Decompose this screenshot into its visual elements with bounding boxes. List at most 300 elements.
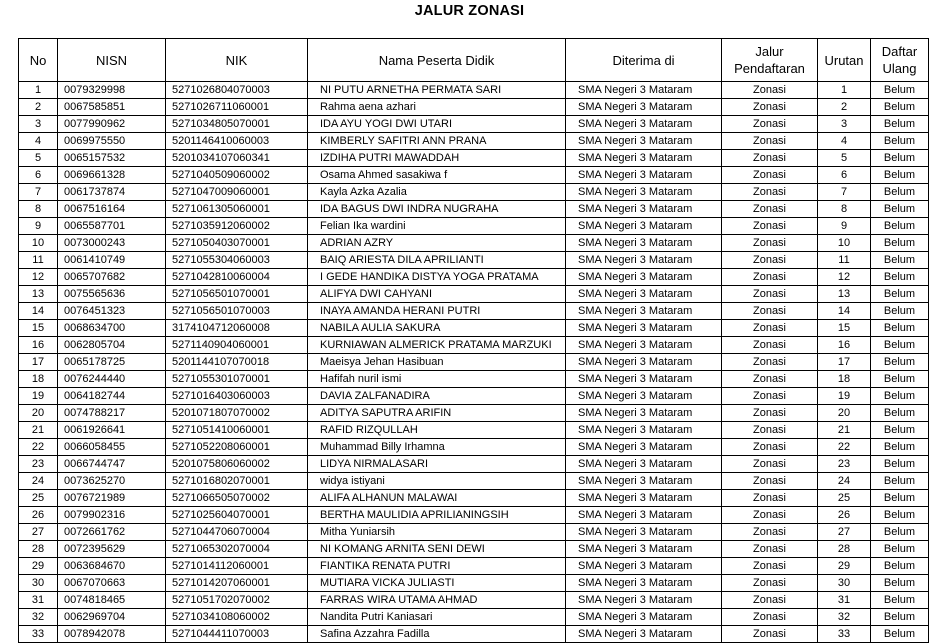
cell-no: 7 xyxy=(19,184,58,201)
cell-no: 24 xyxy=(19,473,58,490)
cell-nisn: 0075565636 xyxy=(58,286,166,303)
cell-nisn: 0066058455 xyxy=(58,439,166,456)
cell-daftar-ulang: Belum xyxy=(871,269,929,286)
cell-urutan: 31 xyxy=(818,592,871,609)
table-row xyxy=(19,592,929,609)
cell-daftar-ulang: Belum xyxy=(871,303,929,320)
cell-no: 11 xyxy=(19,252,58,269)
table-row xyxy=(19,524,929,541)
cell-nik: 5271047009060001 xyxy=(166,184,308,201)
cell-no: 6 xyxy=(19,167,58,184)
cell-urutan: 24 xyxy=(818,473,871,490)
cell-urutan: 7 xyxy=(818,184,871,201)
cell-urutan: 15 xyxy=(818,320,871,337)
cell-diterima: SMA Negeri 3 Mataram xyxy=(566,218,722,235)
table-row xyxy=(19,490,929,507)
cell-nama: I GEDE HANDIKA DISTYA YOGA PRATAMA xyxy=(308,269,566,286)
cell-diterima: SMA Negeri 3 Mataram xyxy=(566,303,722,320)
cell-nik: 5271040509060002 xyxy=(166,167,308,184)
cell-urutan: 6 xyxy=(818,167,871,184)
cell-no: 8 xyxy=(19,201,58,218)
cell-jalur: Zonasi xyxy=(722,286,818,303)
table-row xyxy=(19,507,929,524)
cell-nama: IZDIHA PUTRI MAWADDAH xyxy=(308,150,566,167)
cell-jalur: Zonasi xyxy=(722,133,818,150)
cell-nama: NI KOMANG ARNITA SENI DEWI xyxy=(308,541,566,558)
zonasi-table xyxy=(18,38,929,643)
cell-diterima: SMA Negeri 3 Mataram xyxy=(566,592,722,609)
cell-no: 21 xyxy=(19,422,58,439)
cell-diterima: SMA Negeri 3 Mataram xyxy=(566,371,722,388)
header-jalur-line1: Jalur xyxy=(755,44,784,59)
cell-daftar-ulang: Belum xyxy=(871,235,929,252)
cell-urutan: 33 xyxy=(818,626,871,643)
cell-nama: RAFID RIZQULLAH xyxy=(308,422,566,439)
cell-nisn: 0061410749 xyxy=(58,252,166,269)
cell-no: 32 xyxy=(19,609,58,626)
cell-urutan: 22 xyxy=(818,439,871,456)
table-row xyxy=(19,371,929,388)
cell-daftar-ulang: Belum xyxy=(871,320,929,337)
cell-nisn: 0078942078 xyxy=(58,626,166,643)
cell-nisn: 0074818465 xyxy=(58,592,166,609)
table-row xyxy=(19,235,929,252)
cell-daftar-ulang: Belum xyxy=(871,405,929,422)
cell-nisn: 0077990962 xyxy=(58,116,166,133)
cell-nisn: 0079902316 xyxy=(58,507,166,524)
cell-nisn: 0065157532 xyxy=(58,150,166,167)
cell-nama: NI PUTU ARNETHA PERMATA SARI xyxy=(308,82,566,99)
header-daftar-line1: Daftar xyxy=(881,44,918,59)
table-row xyxy=(19,456,929,473)
cell-nik: 5271016802070001 xyxy=(166,473,308,490)
cell-urutan: 28 xyxy=(818,541,871,558)
table-row xyxy=(19,422,929,439)
cell-nik: 5271042810060004 xyxy=(166,269,308,286)
table-body xyxy=(19,82,929,643)
cell-diterima: SMA Negeri 3 Mataram xyxy=(566,541,722,558)
cell-daftar-ulang: Belum xyxy=(871,116,929,133)
cell-jalur: Zonasi xyxy=(722,541,818,558)
cell-nama: ADRIAN AZRY xyxy=(308,235,566,252)
header-nisn: NISN xyxy=(58,39,166,82)
cell-nama: Hafifah nuril ismi xyxy=(308,371,566,388)
table-row xyxy=(19,252,929,269)
cell-jalur: Zonasi xyxy=(722,269,818,286)
cell-jalur: Zonasi xyxy=(722,371,818,388)
cell-no: 3 xyxy=(19,116,58,133)
cell-diterima: SMA Negeri 3 Mataram xyxy=(566,473,722,490)
cell-no: 5 xyxy=(19,150,58,167)
table-row xyxy=(19,286,929,303)
cell-diterima: SMA Negeri 3 Mataram xyxy=(566,320,722,337)
cell-nisn: 0067585851 xyxy=(58,99,166,116)
cell-urutan: 25 xyxy=(818,490,871,507)
cell-nisn: 0069661328 xyxy=(58,167,166,184)
header-diterima: Diterima di xyxy=(566,39,722,82)
table-row xyxy=(19,133,929,150)
cell-diterima: SMA Negeri 3 Mataram xyxy=(566,354,722,371)
cell-daftar-ulang: Belum xyxy=(871,167,929,184)
cell-nama: KIMBERLY SAFITRI ANN PRANA xyxy=(308,133,566,150)
cell-urutan: 23 xyxy=(818,456,871,473)
cell-no: 14 xyxy=(19,303,58,320)
cell-nama: Felian Ika wardini xyxy=(308,218,566,235)
cell-urutan: 19 xyxy=(818,388,871,405)
table-row xyxy=(19,354,929,371)
cell-diterima: SMA Negeri 3 Mataram xyxy=(566,388,722,405)
table-row xyxy=(19,541,929,558)
cell-no: 17 xyxy=(19,354,58,371)
cell-no: 1 xyxy=(19,82,58,99)
cell-urutan: 21 xyxy=(818,422,871,439)
cell-jalur: Zonasi xyxy=(722,337,818,354)
table-row xyxy=(19,82,929,99)
cell-nik: 5271034805070001 xyxy=(166,116,308,133)
cell-urutan: 20 xyxy=(818,405,871,422)
cell-jalur: Zonasi xyxy=(722,558,818,575)
cell-nama: ADITYA SAPUTRA ARIFIN xyxy=(308,405,566,422)
cell-nisn: 0065178725 xyxy=(58,354,166,371)
cell-nama: MUTIARA VICKA JULIASTI xyxy=(308,575,566,592)
table-row xyxy=(19,184,929,201)
cell-nama: NABILA AULIA SAKURA xyxy=(308,320,566,337)
table-row xyxy=(19,609,929,626)
cell-urutan: 3 xyxy=(818,116,871,133)
table-row xyxy=(19,575,929,592)
header-urutan: Urutan xyxy=(818,39,871,82)
cell-daftar-ulang: Belum xyxy=(871,286,929,303)
cell-diterima: SMA Negeri 3 Mataram xyxy=(566,575,722,592)
cell-nama: FIANTIKA RENATA PUTRI xyxy=(308,558,566,575)
cell-diterima: SMA Negeri 3 Mataram xyxy=(566,167,722,184)
cell-nisn: 0074788217 xyxy=(58,405,166,422)
cell-jalur: Zonasi xyxy=(722,354,818,371)
cell-no: 27 xyxy=(19,524,58,541)
table-row xyxy=(19,320,929,337)
cell-nisn: 0076244440 xyxy=(58,371,166,388)
cell-daftar-ulang: Belum xyxy=(871,592,929,609)
cell-nik: 5271051702070002 xyxy=(166,592,308,609)
cell-nama: DAVIA ZALFANADIRA xyxy=(308,388,566,405)
header-daftar-line2: Ulang xyxy=(882,61,917,76)
cell-nisn: 0062805704 xyxy=(58,337,166,354)
cell-daftar-ulang: Belum xyxy=(871,626,929,643)
cell-urutan: 18 xyxy=(818,371,871,388)
cell-nik: 5271052208060001 xyxy=(166,439,308,456)
cell-daftar-ulang: Belum xyxy=(871,439,929,456)
cell-nik: 5271026804070003 xyxy=(166,82,308,99)
cell-nik: 5271056501070003 xyxy=(166,303,308,320)
cell-nik: 5271055301070001 xyxy=(166,371,308,388)
cell-diterima: SMA Negeri 3 Mataram xyxy=(566,184,722,201)
cell-jalur: Zonasi xyxy=(722,456,818,473)
cell-nisn: 0069975550 xyxy=(58,133,166,150)
cell-daftar-ulang: Belum xyxy=(871,371,929,388)
cell-diterima: SMA Negeri 3 Mataram xyxy=(566,524,722,541)
header-jalur-line2: Pendaftaran xyxy=(734,61,805,76)
table-row xyxy=(19,218,929,235)
cell-nik: 5201075806060002 xyxy=(166,456,308,473)
table-row xyxy=(19,388,929,405)
cell-daftar-ulang: Belum xyxy=(871,388,929,405)
table-row xyxy=(19,116,929,133)
cell-no: 4 xyxy=(19,133,58,150)
cell-nik: 5271014112060001 xyxy=(166,558,308,575)
cell-nik: 5271061305060001 xyxy=(166,201,308,218)
cell-no: 13 xyxy=(19,286,58,303)
cell-nik: 5271035912060002 xyxy=(166,218,308,235)
cell-nama: widya istiyani xyxy=(308,473,566,490)
cell-urutan: 8 xyxy=(818,201,871,218)
cell-nik: 5271055304060003 xyxy=(166,252,308,269)
cell-nik: 5271026711060001 xyxy=(166,99,308,116)
cell-nisn: 0061737874 xyxy=(58,184,166,201)
cell-diterima: SMA Negeri 3 Mataram xyxy=(566,558,722,575)
cell-diterima: SMA Negeri 3 Mataram xyxy=(566,609,722,626)
cell-nisn: 0065707682 xyxy=(58,269,166,286)
cell-urutan: 5 xyxy=(818,150,871,167)
cell-no: 22 xyxy=(19,439,58,456)
table-row xyxy=(19,626,929,643)
cell-nisn: 0064182744 xyxy=(58,388,166,405)
cell-nik: 5201034107060341 xyxy=(166,150,308,167)
table-row xyxy=(19,558,929,575)
table-row xyxy=(19,439,929,456)
cell-urutan: 2 xyxy=(818,99,871,116)
cell-daftar-ulang: Belum xyxy=(871,490,929,507)
cell-nik: 5271140904060001 xyxy=(166,337,308,354)
cell-diterima: SMA Negeri 3 Mataram xyxy=(566,439,722,456)
cell-jalur: Zonasi xyxy=(722,184,818,201)
cell-jalur: Zonasi xyxy=(722,167,818,184)
cell-daftar-ulang: Belum xyxy=(871,133,929,150)
cell-daftar-ulang: Belum xyxy=(871,609,929,626)
cell-daftar-ulang: Belum xyxy=(871,354,929,371)
cell-nik: 3174104712060008 xyxy=(166,320,308,337)
cell-nik: 5201146410060003 xyxy=(166,133,308,150)
cell-nik: 5201071807070002 xyxy=(166,405,308,422)
cell-nisn: 0076451323 xyxy=(58,303,166,320)
cell-nik: 5201144107070018 xyxy=(166,354,308,371)
cell-no: 31 xyxy=(19,592,58,609)
cell-daftar-ulang: Belum xyxy=(871,218,929,235)
cell-jalur: Zonasi xyxy=(722,388,818,405)
cell-urutan: 26 xyxy=(818,507,871,524)
cell-jalur: Zonasi xyxy=(722,235,818,252)
cell-nik: 5271056501070001 xyxy=(166,286,308,303)
cell-nama: Maeisya Jehan Hasibuan xyxy=(308,354,566,371)
cell-no: 9 xyxy=(19,218,58,235)
cell-nik: 5271034108060002 xyxy=(166,609,308,626)
cell-jalur: Zonasi xyxy=(722,218,818,235)
cell-diterima: SMA Negeri 3 Mataram xyxy=(566,116,722,133)
cell-no: 12 xyxy=(19,269,58,286)
cell-nik: 5271044411070003 xyxy=(166,626,308,643)
cell-nisn: 0063684670 xyxy=(58,558,166,575)
cell-urutan: 12 xyxy=(818,269,871,286)
cell-nisn: 0073625270 xyxy=(58,473,166,490)
table-row xyxy=(19,337,929,354)
cell-urutan: 10 xyxy=(818,235,871,252)
cell-diterima: SMA Negeri 3 Mataram xyxy=(566,82,722,99)
cell-nama: BERTHA MAULIDIA APRILIANINGSIH xyxy=(308,507,566,524)
cell-jalur: Zonasi xyxy=(722,405,818,422)
cell-nama: ALIFYA DWI CAHYANI xyxy=(308,286,566,303)
cell-diterima: SMA Negeri 3 Mataram xyxy=(566,252,722,269)
cell-daftar-ulang: Belum xyxy=(871,524,929,541)
cell-daftar-ulang: Belum xyxy=(871,473,929,490)
cell-no: 15 xyxy=(19,320,58,337)
cell-nama: LIDYA NIRMALASARI xyxy=(308,456,566,473)
cell-nama: ALIFA ALHANUN MALAWAI xyxy=(308,490,566,507)
cell-diterima: SMA Negeri 3 Mataram xyxy=(566,286,722,303)
cell-urutan: 14 xyxy=(818,303,871,320)
cell-no: 19 xyxy=(19,388,58,405)
cell-nik: 5271025604070001 xyxy=(166,507,308,524)
header-no: No xyxy=(19,39,58,82)
cell-urutan: 13 xyxy=(818,286,871,303)
cell-nik: 5271016403060003 xyxy=(166,388,308,405)
cell-nama: BAIQ ARIESTA DILA APRILIANTI xyxy=(308,252,566,269)
header-nama: Nama Peserta Didik xyxy=(308,39,566,82)
cell-nama: Mitha Yuniarsih xyxy=(308,524,566,541)
cell-nisn: 0076721989 xyxy=(58,490,166,507)
cell-diterima: SMA Negeri 3 Mataram xyxy=(566,507,722,524)
cell-nisn: 0079329998 xyxy=(58,82,166,99)
cell-nik: 5271050403070001 xyxy=(166,235,308,252)
cell-nisn: 0072395629 xyxy=(58,541,166,558)
table-row xyxy=(19,150,929,167)
cell-urutan: 32 xyxy=(818,609,871,626)
cell-nama: Safina Azzahra Fadilla xyxy=(308,626,566,643)
table-row xyxy=(19,201,929,218)
cell-urutan: 27 xyxy=(818,524,871,541)
cell-diterima: SMA Negeri 3 Mataram xyxy=(566,405,722,422)
cell-no: 2 xyxy=(19,99,58,116)
cell-diterima: SMA Negeri 3 Mataram xyxy=(566,490,722,507)
cell-nama: IDA AYU YOGI DWI UTARI xyxy=(308,116,566,133)
cell-jalur: Zonasi xyxy=(722,626,818,643)
cell-daftar-ulang: Belum xyxy=(871,575,929,592)
cell-no: 33 xyxy=(19,626,58,643)
cell-nisn: 0066744747 xyxy=(58,456,166,473)
cell-jalur: Zonasi xyxy=(722,507,818,524)
cell-jalur: Zonasi xyxy=(722,150,818,167)
cell-daftar-ulang: Belum xyxy=(871,184,929,201)
cell-urutan: 16 xyxy=(818,337,871,354)
table-header-row xyxy=(19,39,929,82)
cell-nama: Kayla Azka Azalia xyxy=(308,184,566,201)
cell-jalur: Zonasi xyxy=(722,490,818,507)
cell-daftar-ulang: Belum xyxy=(871,201,929,218)
cell-jalur: Zonasi xyxy=(722,201,818,218)
cell-nama: IDA BAGUS DWI INDRA NUGRAHA xyxy=(308,201,566,218)
cell-jalur: Zonasi xyxy=(722,592,818,609)
cell-nik: 5271066505070002 xyxy=(166,490,308,507)
cell-nisn: 0067070663 xyxy=(58,575,166,592)
cell-no: 23 xyxy=(19,456,58,473)
cell-nisn: 0067516164 xyxy=(58,201,166,218)
cell-urutan: 29 xyxy=(818,558,871,575)
page-title: JALUR ZONASI xyxy=(414,3,525,19)
cell-nama: Rahma aena azhari xyxy=(308,99,566,116)
cell-nisn: 0065587701 xyxy=(58,218,166,235)
cell-jalur: Zonasi xyxy=(722,422,818,439)
cell-nik: 5271044706070004 xyxy=(166,524,308,541)
cell-diterima: SMA Negeri 3 Mataram xyxy=(566,269,722,286)
cell-no: 30 xyxy=(19,575,58,592)
table-row xyxy=(19,473,929,490)
cell-no: 16 xyxy=(19,337,58,354)
cell-nisn: 0073000243 xyxy=(58,235,166,252)
cell-nisn: 0072661762 xyxy=(58,524,166,541)
cell-urutan: 11 xyxy=(818,252,871,269)
cell-jalur: Zonasi xyxy=(722,116,818,133)
cell-daftar-ulang: Belum xyxy=(871,456,929,473)
cell-no: 20 xyxy=(19,405,58,422)
table-row xyxy=(19,269,929,286)
cell-no: 26 xyxy=(19,507,58,524)
cell-urutan: 9 xyxy=(818,218,871,235)
cell-no: 10 xyxy=(19,235,58,252)
cell-diterima: SMA Negeri 3 Mataram xyxy=(566,626,722,643)
cell-diterima: SMA Negeri 3 Mataram xyxy=(566,456,722,473)
header-jalur xyxy=(722,39,818,82)
cell-nik: 5271014207060001 xyxy=(166,575,308,592)
cell-daftar-ulang: Belum xyxy=(871,337,929,354)
cell-urutan: 17 xyxy=(818,354,871,371)
cell-diterima: SMA Negeri 3 Mataram xyxy=(566,99,722,116)
table-container xyxy=(18,38,930,638)
cell-nik: 5271065302070004 xyxy=(166,541,308,558)
cell-nama: Nandita Putri Kaniasari xyxy=(308,609,566,626)
table-row xyxy=(19,167,929,184)
cell-daftar-ulang: Belum xyxy=(871,541,929,558)
cell-urutan: 4 xyxy=(818,133,871,150)
table-row xyxy=(19,303,929,320)
cell-daftar-ulang: Belum xyxy=(871,82,929,99)
cell-jalur: Zonasi xyxy=(722,609,818,626)
cell-nama: Muhammad Billy Irhamna xyxy=(308,439,566,456)
cell-jalur: Zonasi xyxy=(722,252,818,269)
cell-daftar-ulang: Belum xyxy=(871,507,929,524)
cell-jalur: Zonasi xyxy=(722,303,818,320)
cell-daftar-ulang: Belum xyxy=(871,422,929,439)
cell-jalur: Zonasi xyxy=(722,320,818,337)
cell-nik: 5271051410060001 xyxy=(166,422,308,439)
cell-diterima: SMA Negeri 3 Mataram xyxy=(566,337,722,354)
cell-daftar-ulang: Belum xyxy=(871,252,929,269)
cell-nama: FARRAS WIRA UTAMA AHMAD xyxy=(308,592,566,609)
header-nik: NIK xyxy=(166,39,308,82)
cell-diterima: SMA Negeri 3 Mataram xyxy=(566,422,722,439)
cell-jalur: Zonasi xyxy=(722,473,818,490)
cell-diterima: SMA Negeri 3 Mataram xyxy=(566,201,722,218)
cell-diterima: SMA Negeri 3 Mataram xyxy=(566,235,722,252)
table-row xyxy=(19,99,929,116)
cell-jalur: Zonasi xyxy=(722,439,818,456)
cell-jalur: Zonasi xyxy=(722,99,818,116)
cell-urutan: 30 xyxy=(818,575,871,592)
cell-nisn: 0068634700 xyxy=(58,320,166,337)
cell-no: 29 xyxy=(19,558,58,575)
cell-no: 25 xyxy=(19,490,58,507)
cell-nama: INAYA AMANDA HERANI PUTRI xyxy=(308,303,566,320)
cell-nisn: 0062969704 xyxy=(58,609,166,626)
cell-jalur: Zonasi xyxy=(722,82,818,99)
cell-no: 28 xyxy=(19,541,58,558)
